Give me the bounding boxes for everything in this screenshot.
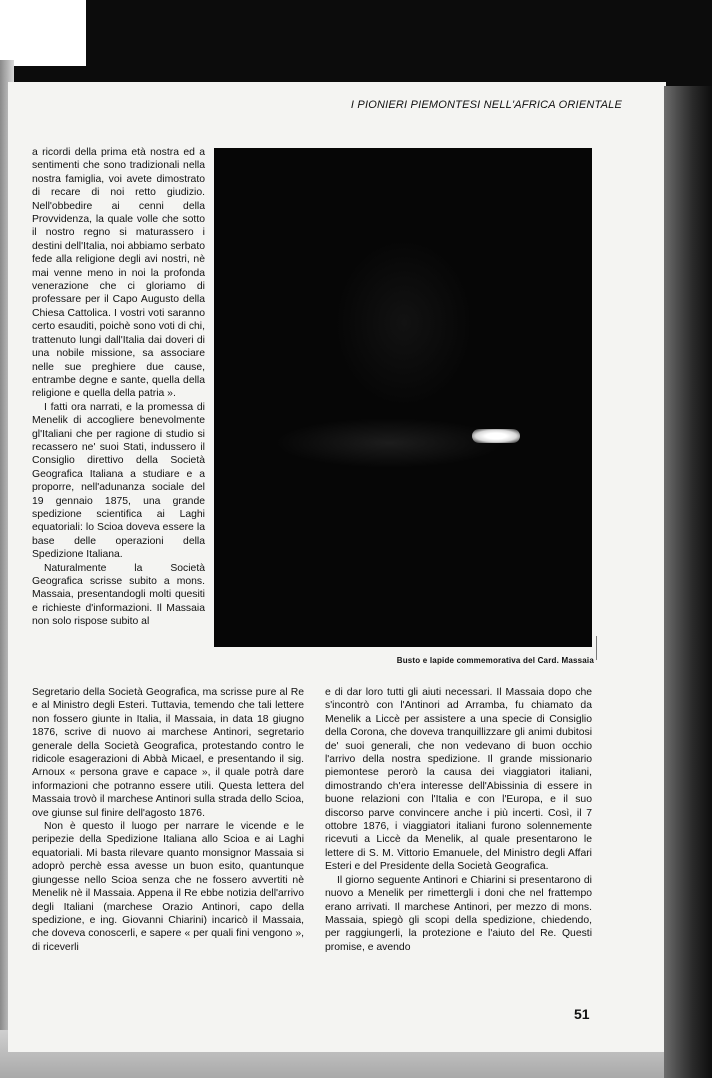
plaque-shape: [274, 418, 504, 468]
paragraph: I fatti ora narrati, e la promessa di Menelik di accogliere benevolmente gl'Italiani che per ragione di studio si recassero ne' suoi Stati, indussero il Consiglio direttivo della Società Geografica Italiana a studiare e a proporre, nell'adunanza sociale del 19 gennaio 1875, una grande spedizione scientifica ai Laghi equatoriali: lo Scioa doveva essere la base delle operazioni della Spedizione Italiana.: [32, 401, 205, 561]
text-column-left-lower: [32, 686, 304, 954]
running-head: I PIONIERI PIEMONTESI NELL'AFRICA ORIENTALE: [350, 99, 622, 111]
text-column-right-lower: [325, 686, 592, 954]
scan-top-shadow: [0, 0, 712, 86]
paragraph: Naturalmente la Società Geografica scrisse subito a mons. Massaia, presentandogli molti quesiti e richieste d'informazioni. Il Massaia non solo rispose subito al: [32, 562, 205, 628]
photo-caption: Busto e lapide commemorativa del Card. Massaia: [396, 656, 594, 665]
bust-photograph: [214, 148, 592, 647]
scan-corner-paper: [0, 0, 86, 66]
light-reflection: [472, 429, 520, 443]
paragraph: e di dar loro tutti gli aiuti necessari. Il Massaia dopo che s'incontrò con l'Antinori ad Arramba, fu chiamato da Menelik a Liccè per assistere a una specie di Consiglio della Corona, che doveva tranquillizzare gli animi dubitosi de' suoi generali, che non vedevano di buon occhio l'arrivo della nostra spedizione. Il grande missionario piemontese perorò la causa dei viaggiatori italiani, dimostrando ch'era interesse dell'Abissinia di essere in buone relazioni con l'Italia e con l'Europa, e il suo discorso parve convincere anche i più incerti. Così, il 7 ottobre 1876, i viaggiatori italiani furono solennemente ricevuti a Liccè da Menelik, al quale presentarono le lettere di S. M. Vittorio Emanuele, del Ministro degli Affari Esteri e del Presidente della Società Geografica.: [325, 687, 592, 873]
paragraph: Il giorno seguente Antinori e Chiarini si presentarono di nuovo a Menelik per rimettergli i doni che nel frattempo erano arrivati. Il marchese Antinori, per mezzo di mons. Massaia, spiegò gli scopi della spedizione, chiedendo, per raggiungerli, la protezione e l'aiuto del Re. Questi promise, e avendo: [325, 874, 592, 953]
bust-shape: [334, 238, 474, 408]
margin-mark: [596, 636, 597, 660]
paragraph: Non è questo il luogo per narrare le vicende e le peripezie della Spedizione Italiana allo Scioa e ai Laghi equatoriali. Mi basta rilevare quanto monsignor Massaia si adoprò perchè essa avesse un buon esito, quantunque giungesse nello Scioa senza che ne fossero avvertiti nè Menelik nè il Massaia. Appena il Re ebbe notizia dell'arrivo degli Italiani (marchese Orazio Antinori, capo della spedizione, e ing. Giovanni Chiarini) incaricò il Massaia, che doveva conoscerli, e sapere « per quali fini vengono », di riceverli: [32, 821, 304, 953]
book-binding-edge: [664, 86, 712, 1078]
page-number: 51: [574, 1006, 590, 1022]
paragraph: a ricordi della prima età nostra ed a sentimenti che sono tradizionali nella nostra famiglia, voi avete dimostrato di recare di noi retto giudizio. Nell'obbedire ai cenni della Provvidenza, la quale volle che sotto il nostro regno si maturassero i destini dell'Italia, noi abbiamo serbato fede alla religione degli avi nostri, nè mai venne meno in noi la profonda venerazione che ci gloriamo di professare per il Capo Augusto della Chiesa Cattolica. I vostri voti saranno certo esauditi, poichè sono voti di chi, trattenuto lungi dall'Italia dai doveri di una nobile missione, sa associare nelle sue preghiere due cause, entrambe degne e sante, quella della religione e quella della patria ».: [32, 147, 205, 400]
text-column-left-upper: [32, 146, 205, 629]
paragraph: Segretario della Società Geografica, ma scrisse pure al Re e al Ministro degli Esteri. Tuttavia, temendo che tali lettere non fossero giunte in Italia, il Massaia, in data 18 giugno 1876, scrive di nuovo ai marchese Antinori, segretario generale della Società Geografica, protestando contro le ridicole esagerazioni di Abbà Micael, e presentando il sig. Arnoux « persona grave e capace », il quale potrà dare informazioni che potranno essere utili. Questa lettera del Massaia trovò il marchese Antinori sulla strada dello Scioa, ove giunse sul finire dell'agosto 1876.: [32, 687, 304, 819]
